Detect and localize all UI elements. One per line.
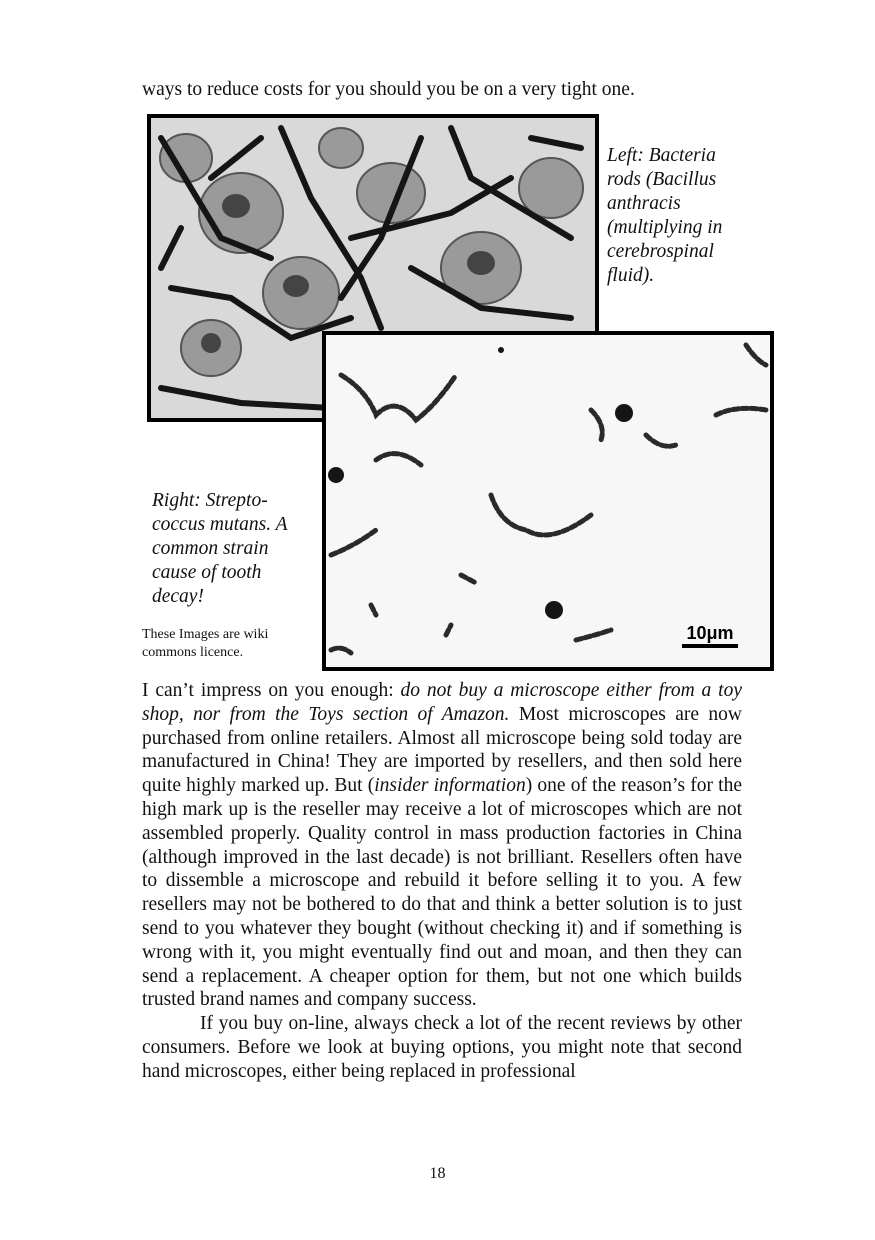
streptococcus-photo — [322, 331, 774, 671]
insider-information-emphasis: insider information — [374, 775, 526, 797]
paragraph-1-continuation: ) one of the reason’s for the high mark up is the reseller may receive a lot of microscopes which are not assembled properly. Quality control in mass production factories in China (although improved in the last decade) is not brilliant. Resellers often have to dissemble a microscope and rebuild it before selling it to you. A few resellers may not be bothered to do that and think a better solution is to just send to you whatever they bought (without checking it) and if something is wrong with it, you might eventually find out and moan, and then they can send a replacement. A cheaper option for them, but not one which builds trusted brand names and company success. — [142, 775, 742, 1011]
left-figure-caption: Left: Bacteria rods (Bacillus anthracis (multiplying in cerebrospinal fluid). — [607, 145, 723, 286]
page-number: 18 — [429, 1165, 446, 1182]
intro-line: ways to reduce costs for you should you be on a very tight one. — [142, 79, 635, 100]
body-text — [142, 679, 742, 1084]
scale-bar-label: 10μm — [686, 623, 734, 643]
paragraph-1-text: Most microscopes are now purchased from online retailers. Almost all microscope being sold today are manufactured in China! They are imported by resellers, and then sold here quite highly marked up. But ( — [142, 703, 743, 797]
image-credit: These Images are wiki commons licence. — [142, 627, 269, 660]
paragraph-1-lead: I can’t impress on you enough: — [142, 680, 401, 701]
right-figure-caption: Right: Strepto-coccus mutans. A common strain cause of tooth decay! — [152, 490, 288, 607]
streptococcus-image — [326, 335, 770, 667]
paragraph-2: If you buy on-line, always check a lot of the recent reviews by other consumers. Before we look at buying options, you might note that second hand microscopes, either being replaced in professional — [142, 1013, 742, 1082]
paragraph-1 — [142, 679, 742, 1012]
paragraph-1-emphasis: do not buy a microscope either from a toy shop, nor from the Toys section of Amazon. — [142, 680, 742, 725]
